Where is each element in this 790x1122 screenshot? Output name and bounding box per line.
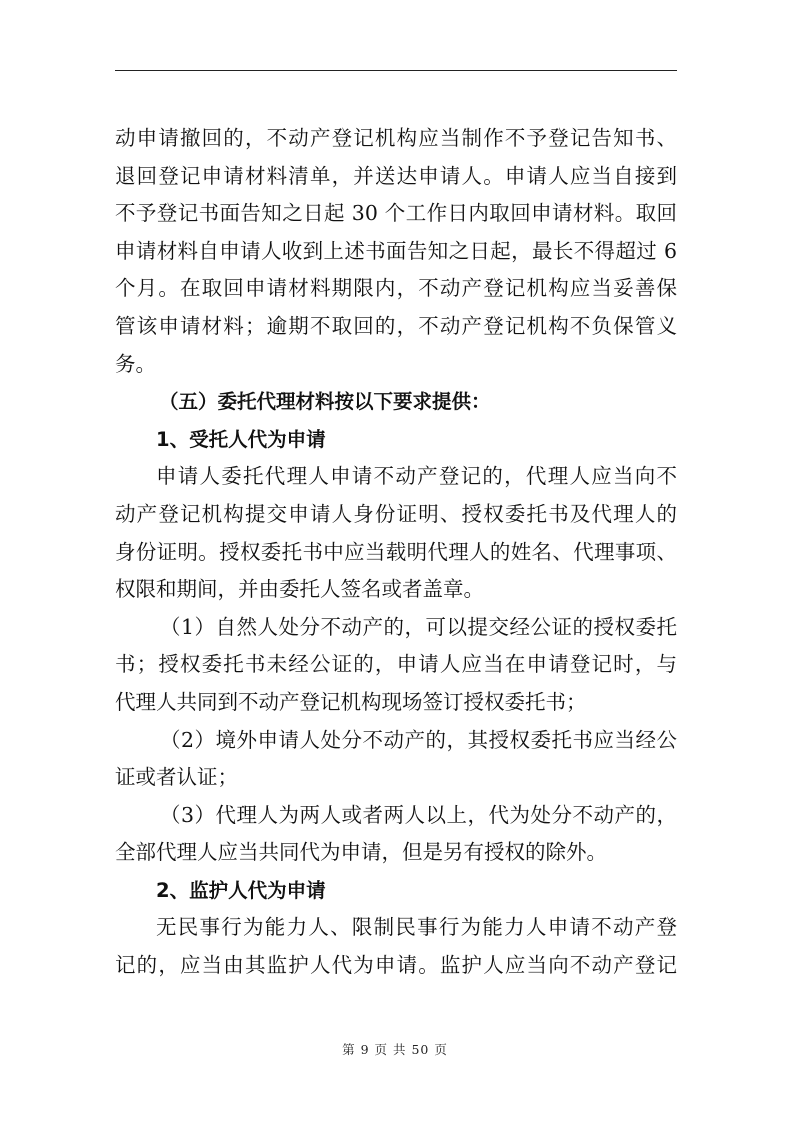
text-line: 身份证明。授权委托书中应当载明代理人的姓名、代理事项、 (115, 539, 677, 564)
text-line: 务。 (115, 351, 156, 376)
text-line: 管该申请材料；逾期不取回的，不动产登记机构不负保管义 (115, 313, 677, 338)
text-line: （3）代理人为两人或者两人以上，代为处分不动产的， (160, 802, 677, 827)
text-line: （1）自然人处分不动产的，可以提交经公证的授权委托 (160, 614, 677, 639)
text-line: 动产登记机构提交申请人身份证明、授权委托书及代理人的 (115, 501, 677, 526)
page-footer: 第 9 页 共 50 页 (342, 1042, 448, 1057)
text-line: 申请材料自申请人收到上述书面告知之日起，最长不得超过 6 (115, 238, 677, 263)
text-line: 不予登记书面告知之日起 30 个工作日内取回申请材料。取回 (115, 201, 677, 226)
text-line: 动申请撤回的，不动产登记机构应当制作不予登记告知书、 (115, 126, 677, 150)
text-line: 全部代理人应当共同代为申请，但是另有授权的除外。 (115, 840, 607, 865)
text-line: 记的，应当由其监护人代为申请。监护人应当向不动产登记 (115, 953, 677, 978)
text-line: 代理人共同到不动产登记机构现场签订授权委托书； (115, 689, 587, 714)
subsection-heading: 2、监护人代为申请 (156, 878, 326, 902)
document-body (115, 120, 677, 985)
text-line: 权限和期间，并由委托人签名或者盖章。 (115, 577, 484, 602)
text-line: 退回登记申请材料清单，并送达申请人。申请人应当自接到 (115, 163, 677, 188)
text-line: 个月。在取回申请材料期限内，不动产登记机构应当妥善保 (115, 276, 677, 301)
text-line: 证或者认证； (115, 765, 238, 790)
section-heading: （五）委托代理材料按以下要求提供： (159, 390, 491, 414)
text-line: （2）境外申请人处分不动产的，其授权委托书应当经公 (160, 727, 677, 752)
text-line: 书；授权委托书未经公证的，申请人应当在申请登记时，与 (115, 652, 677, 677)
text-line: 无民事行为能力人、限制民事行为能力人申请不动产登 (156, 915, 677, 940)
text-line: 申请人委托代理人申请不动产登记的，代理人应当向不 (156, 464, 677, 489)
header-rule (115, 70, 677, 71)
subsection-heading: 1、受托人代为申请 (156, 427, 326, 451)
